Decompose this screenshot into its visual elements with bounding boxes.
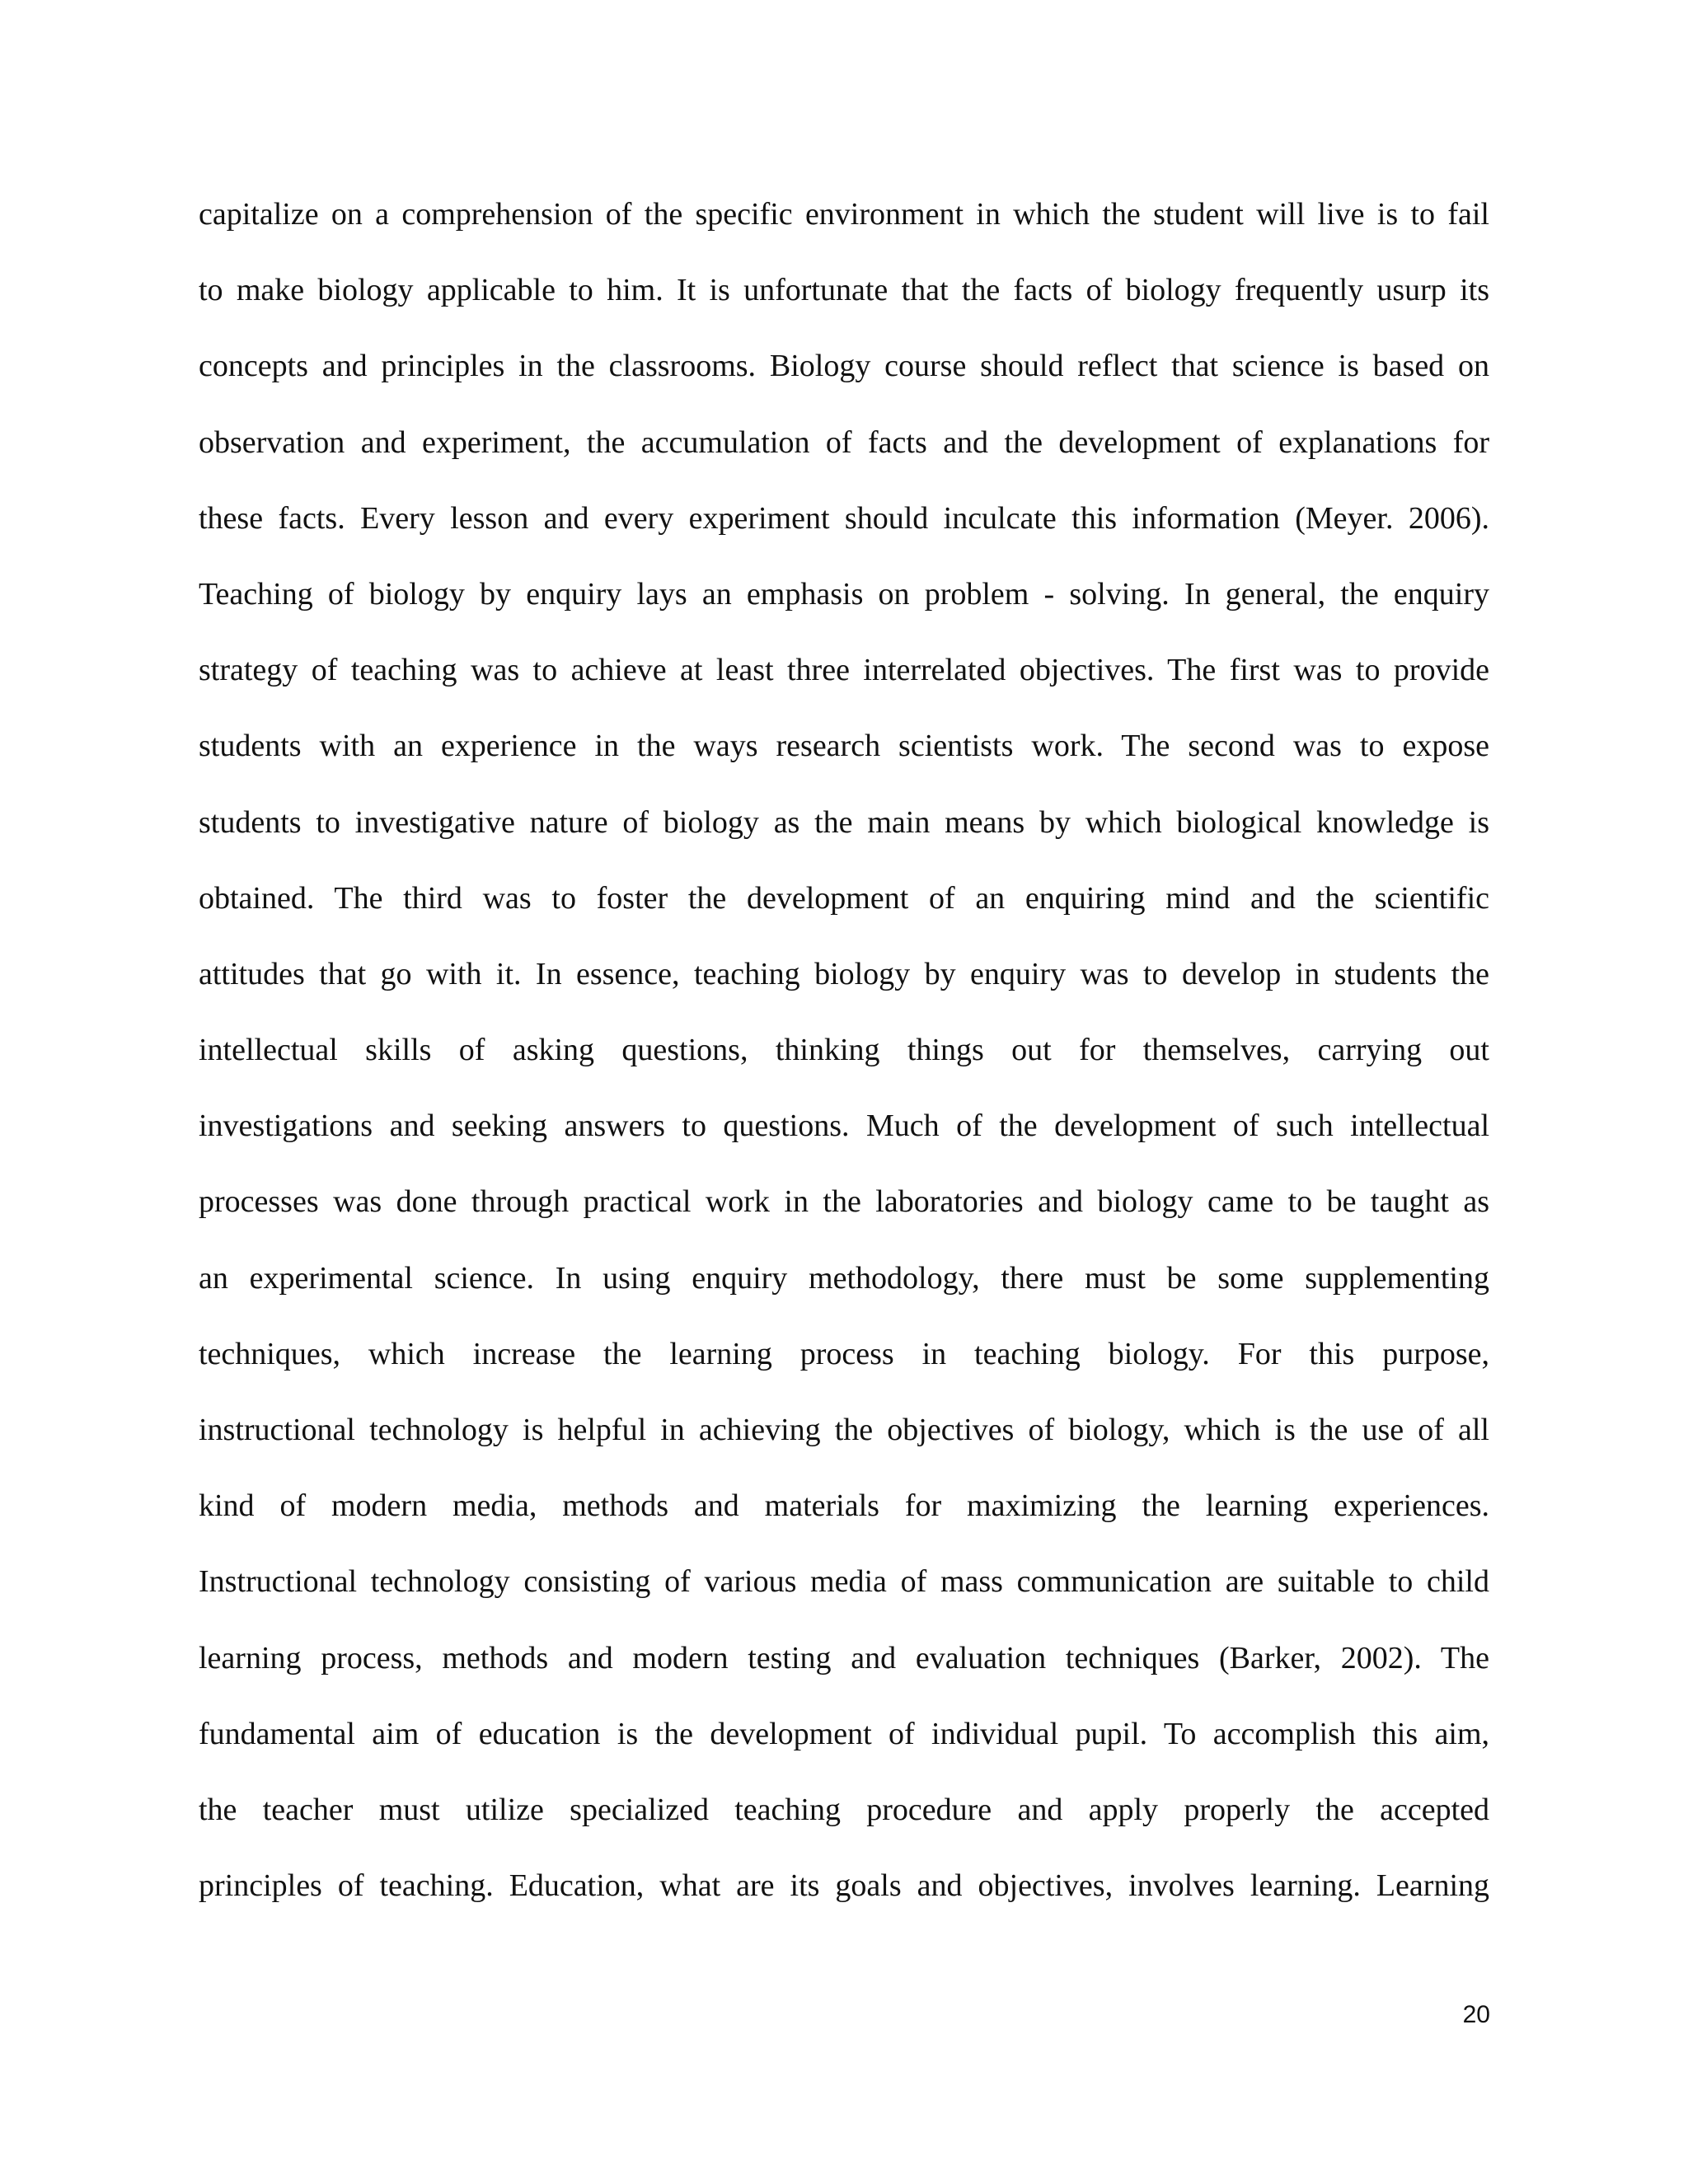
text-line: instructional technology is helpful in achieving the objectives of biology, which is the use of all bbox=[199, 1413, 1489, 1447]
text-line: learning process, methods and modern testing and evaluation techniques (Barker, 2002). The bbox=[199, 1640, 1489, 1675]
text-line: students with an experience in the ways research scientists work. The second was to expose bbox=[199, 729, 1489, 764]
text-line: techniques, which increase the learning process in teaching biology. For this purpose, bbox=[199, 1336, 1489, 1371]
page-number: 20 bbox=[1462, 2001, 1490, 2028]
text-line: the teacher must utilize specialized teaching procedure and apply properly the accepted bbox=[199, 1792, 1489, 1827]
text-line: fundamental aim of education is the development of individual pupil. To accomplish this aim, bbox=[199, 1716, 1489, 1751]
text-line: Teaching of biology by enquiry lays an emphasis on problem - solving. In general, the enquiry bbox=[199, 576, 1489, 612]
text-line: intellectual skills of asking questions, thinking things out for themselves, carrying out bbox=[199, 1033, 1489, 1068]
text-line: capitalize on a comprehension of the specific environment in which the student will live is to fail bbox=[199, 197, 1489, 232]
text-line: these facts. Every lesson and every experiment should inculcate this information (Meyer. 2006). bbox=[199, 500, 1489, 536]
text-line: processes was done through practical work in the laboratories and biology came to be taught as bbox=[199, 1184, 1489, 1220]
text-line: students to investigative nature of biology as the main means by which biological knowledge is bbox=[199, 804, 1489, 840]
text-line: obtained. The third was to foster the development of an enquiring mind and the scientific bbox=[199, 880, 1489, 916]
body-paragraph bbox=[199, 190, 1489, 1937]
text-line: Instructional technology consisting of various media of mass communication are suitable to child bbox=[199, 1564, 1489, 1600]
text-line: principles of teaching. Education, what are its goals and objectives, involves learning. Learning bbox=[199, 1868, 1489, 1904]
text-line: observation and experiment, the accumulation of facts and the development of explanations for bbox=[199, 424, 1489, 460]
text-line: kind of modern media, methods and materials for maximizing the learning experiences. bbox=[199, 1488, 1489, 1524]
text-line: strategy of teaching was to achieve at least three interrelated objectives. The first was to provide bbox=[199, 653, 1489, 688]
text-line: attitudes that go with it. In essence, teaching biology by enquiry was to develop in students the bbox=[199, 956, 1489, 991]
text-line: investigations and seeking answers to questions. Much of the development of such intellectual bbox=[199, 1108, 1489, 1144]
text-line: an experimental science. In using enquiry methodology, there must be some supplementing bbox=[199, 1260, 1489, 1296]
text-line: to make biology applicable to him. It is unfortunate that the facts of biology frequently usurp its bbox=[199, 273, 1489, 308]
text-line: concepts and principles in the classrooms. Biology course should reflect that science is based on bbox=[199, 349, 1489, 384]
